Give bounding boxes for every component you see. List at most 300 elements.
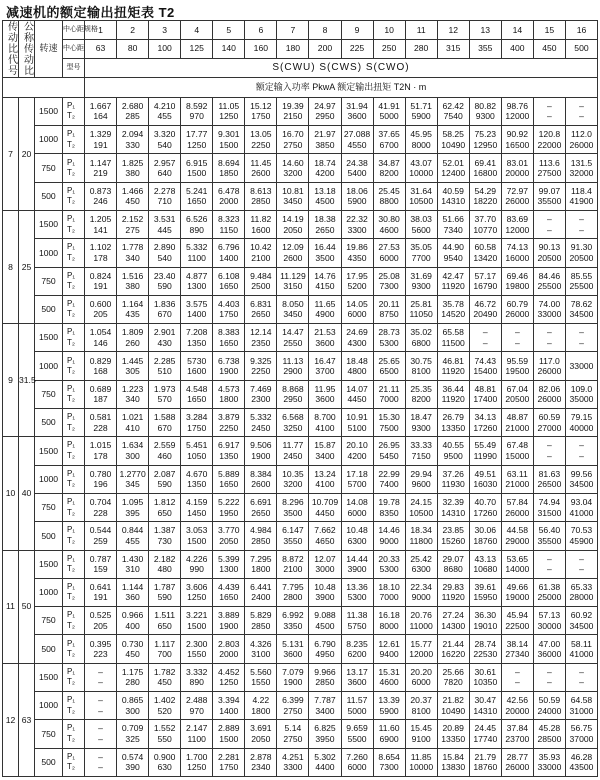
p-t-label-cell (63, 409, 85, 437)
t2-label: T₂ (67, 535, 75, 545)
output-torque-value: 8000 (411, 139, 431, 150)
input-power-value: – (547, 666, 552, 677)
output-torque-value: 2150 (283, 111, 303, 122)
t2-label: T₂ (67, 620, 75, 630)
input-power-value: 0.873 (89, 185, 112, 196)
output-torque-value: 18760 (473, 535, 498, 546)
output-torque-value: 32000 (569, 168, 594, 178)
output-torque-value: 31500 (537, 507, 562, 518)
value-cell (533, 607, 565, 635)
input-power-value: 4.226 (185, 553, 208, 564)
input-power-value: 1.700 (185, 751, 208, 762)
value-cell (181, 210, 213, 238)
value-cell (117, 126, 149, 154)
input-power-value: 2.278 (153, 185, 176, 196)
value-cell (149, 210, 181, 238)
input-power-value: – (98, 723, 103, 734)
input-power-value: 11.77 (282, 440, 304, 451)
t2-label: T₂ (67, 592, 75, 602)
input-power-value: 3.320 (153, 129, 176, 140)
table-row (3, 550, 598, 578)
input-power-value: 6.831 (250, 298, 272, 309)
output-torque-value: 9300 (411, 422, 431, 433)
value-cell (341, 635, 373, 663)
output-torque-value: 1350 (187, 337, 207, 348)
output-torque-value: 8200 (411, 394, 431, 405)
value-cell (405, 126, 437, 154)
value-cell (149, 126, 181, 154)
input-power-value: 8.872 (282, 553, 304, 564)
input-power-value: 49.51 (474, 468, 497, 479)
speed-cell: 500 (35, 409, 63, 437)
input-power-value: 120.8 (538, 129, 561, 140)
input-power-value: 2.488 (185, 695, 208, 706)
value-cell (565, 380, 597, 408)
input-power-value: 2.300 (185, 638, 208, 649)
output-torque-value: 2900 (283, 366, 303, 377)
output-torque-value: 2340 (251, 762, 271, 773)
output-torque-value: 11920 (441, 366, 465, 377)
output-torque-value: 196 (93, 479, 108, 490)
output-torque-value: 3400 (315, 705, 335, 716)
output-torque-value: 2050 (251, 733, 271, 744)
output-torque-value: 1250 (187, 762, 207, 773)
output-torque-value: 15950 (473, 592, 498, 603)
input-power-value: 5.14 (284, 723, 302, 734)
value-cell (277, 578, 309, 606)
value-cell (533, 522, 565, 550)
value-cell (341, 324, 373, 352)
output-torque-value: 146 (93, 337, 108, 348)
frame-size-header: 中心距规格 (63, 21, 85, 40)
value-cell (533, 295, 565, 323)
table-row (3, 465, 598, 493)
output-torque-value: 14300 (441, 620, 466, 631)
output-torque-value: 14310 (441, 507, 466, 518)
input-power-value: 21.79 (474, 751, 497, 762)
value-cell (437, 437, 469, 465)
input-power-value: 26.79 (442, 412, 464, 423)
value-cell (277, 550, 309, 578)
value-cell (405, 97, 437, 125)
input-power-value: 25.66 (442, 666, 464, 677)
output-torque-value: 10490 (441, 139, 466, 150)
output-torque-value: 8000 (379, 620, 399, 631)
output-torque-value: 4500 (315, 620, 335, 631)
value-cell (405, 607, 437, 635)
output-torque-value: 280 (125, 677, 140, 688)
center-distance-cell: 250 (373, 39, 405, 58)
value-cell (85, 748, 117, 776)
output-torque-value: 12000 (505, 224, 530, 235)
output-torque-value: 2850 (251, 620, 271, 631)
value-cell (533, 748, 565, 776)
value-cell (309, 720, 341, 748)
value-cell (181, 437, 213, 465)
output-torque-value: 430 (157, 337, 172, 348)
value-cell (533, 465, 565, 493)
p-t-label-cell (63, 97, 85, 125)
input-power-value: 93.04 (570, 497, 593, 508)
input-power-value: 2.957 (153, 157, 176, 168)
output-torque-value: 34500 (569, 309, 594, 320)
input-power-value: 118.4 (571, 185, 592, 196)
value-cell (213, 239, 245, 267)
table-row (3, 210, 598, 238)
output-torque-value: 700 (157, 649, 172, 660)
center-distance-header: 中心距 (63, 39, 85, 58)
output-torque-value: 9300 (411, 281, 431, 292)
frame-size-cell: 2 (117, 21, 149, 40)
input-power-value: 19.86 (346, 242, 368, 253)
value-cell (309, 126, 341, 154)
value-cell (277, 607, 309, 635)
input-power-value: 27.24 (442, 610, 464, 621)
input-power-value: 0.730 (121, 638, 144, 649)
output-torque-value: 26000 (537, 366, 562, 377)
p-t-label-cell (63, 720, 85, 748)
input-power-value: 1.175 (121, 666, 144, 677)
output-torque-value: 43500 (569, 762, 594, 773)
input-power-value: 2.285 (153, 355, 176, 366)
output-torque-value: 510 (157, 366, 172, 377)
value-cell (405, 295, 437, 323)
value-cell (85, 663, 117, 691)
input-power-value: 11.57 (346, 695, 368, 706)
input-power-value: 0.704 (89, 497, 112, 508)
value-cell (533, 663, 565, 691)
input-power-value: 33.33 (410, 440, 432, 451)
input-power-value: 11.45 (250, 157, 272, 168)
input-power-value: 1.516 (121, 270, 144, 281)
value-cell (469, 267, 501, 295)
value-cell (85, 324, 117, 352)
table-row (3, 522, 598, 550)
output-torque-value: 26000 (505, 196, 530, 207)
value-cell (85, 182, 117, 210)
output-torque-value: 5300 (379, 337, 399, 348)
value-cell (309, 210, 341, 238)
value-cell (85, 493, 117, 521)
input-power-value: 18.10 (378, 581, 400, 592)
input-power-value: 0.787 (89, 553, 112, 564)
input-power-value: 48.87 (506, 412, 529, 423)
value-cell (501, 720, 533, 748)
output-torque-value: 7540 (443, 111, 463, 122)
input-power-value: 8.694 (218, 157, 240, 168)
output-torque-value: 435 (125, 309, 140, 320)
header-row-center-distance (3, 39, 598, 58)
value-cell (149, 692, 181, 720)
output-torque-value: 178 (93, 252, 108, 263)
output-torque-value: 3600 (347, 111, 367, 122)
output-torque-value: 1750 (219, 309, 239, 320)
value-cell (405, 635, 437, 663)
input-power-value: 7.208 (185, 327, 208, 338)
value-cell (149, 97, 181, 125)
table-row (3, 154, 598, 182)
input-power-value: 8.235 (346, 638, 368, 649)
output-torque-value: – (514, 337, 520, 348)
input-power-value: – (579, 666, 584, 677)
output-torque-value: 6500 (379, 366, 399, 377)
input-power-value: 46.72 (474, 298, 497, 309)
output-torque-value: 24000 (537, 705, 562, 716)
output-torque-value: 2450 (283, 450, 303, 461)
output-torque-value: 4550 (347, 139, 367, 150)
output-torque-value: 4500 (315, 196, 335, 207)
output-torque-value: 550 (157, 733, 172, 744)
input-power-value: – (579, 100, 584, 111)
input-power-value: 4.251 (282, 751, 304, 762)
value-cell (213, 154, 245, 182)
t2-label: T₂ (67, 394, 75, 404)
value-cell (501, 182, 533, 210)
output-torque-value: 17260 (473, 507, 498, 518)
output-torque-value: 345 (125, 479, 140, 490)
output-torque-value: 4150 (315, 281, 335, 292)
input-power-value: 5.560 (250, 666, 272, 677)
ratio-code-cell: 8 (3, 210, 19, 323)
input-power-value: 1.147 (89, 157, 112, 168)
value-cell (85, 692, 117, 720)
input-power-value: 2.878 (250, 751, 272, 762)
value-cell (373, 550, 405, 578)
table-caption: 额定输入功率 PkwA 额定输出扭矩 T2N · m (85, 77, 598, 97)
ratio-code-cell: 7 (3, 97, 19, 210)
input-power-value: 62.42 (442, 100, 464, 111)
output-torque-value: 15000 (505, 450, 530, 461)
value-cell (501, 522, 533, 550)
value-cell (149, 720, 181, 748)
t2-label: T₂ (67, 677, 75, 687)
input-power-value: – (579, 214, 584, 225)
input-power-value: 45.94 (506, 610, 529, 621)
frame-size-cell: 12 (437, 21, 469, 40)
input-power-value: 30.80 (378, 214, 400, 225)
output-torque-value: 28000 (569, 592, 594, 603)
value-cell (373, 380, 405, 408)
value-cell (245, 126, 277, 154)
output-torque-value: 191 (93, 281, 108, 292)
table-row (3, 182, 598, 210)
output-torque-value: 260 (125, 337, 140, 348)
value-cell (533, 437, 565, 465)
output-torque-value: 7400 (379, 479, 399, 490)
input-power-value: 1.836 (153, 298, 176, 309)
input-power-value: 0.395 (89, 638, 112, 649)
input-power-value: 14.19 (282, 214, 304, 225)
value-cell (501, 267, 533, 295)
value-cell (405, 352, 437, 380)
input-power-value: 22.99 (378, 468, 400, 479)
value-cell (309, 663, 341, 691)
value-cell (117, 607, 149, 635)
output-torque-value: 540 (157, 139, 172, 150)
value-cell (213, 578, 245, 606)
value-cell (309, 550, 341, 578)
speed-cell: 1500 (35, 550, 63, 578)
p-t-label-cell (63, 267, 85, 295)
value-cell (565, 720, 597, 748)
value-cell (181, 720, 213, 748)
input-power-value: – (98, 695, 103, 706)
output-torque-value: 2650 (251, 309, 271, 320)
input-power-value: 0.544 (89, 525, 112, 536)
output-torque-value: 2400 (251, 592, 271, 603)
output-torque-value: 1350 (219, 450, 239, 461)
output-torque-value: 2800 (283, 592, 303, 603)
value-cell (341, 182, 373, 210)
output-torque-value: 26000 (505, 309, 530, 320)
output-torque-value: 360 (125, 592, 140, 603)
input-power-value: 30.06 (474, 525, 497, 536)
output-torque-value: 22500 (505, 620, 530, 631)
value-cell (149, 324, 181, 352)
input-power-value: 6.790 (314, 638, 336, 649)
input-power-value: 98.76 (506, 100, 529, 111)
value-cell (405, 267, 437, 295)
speed-cell: 1500 (35, 324, 63, 352)
value-cell (533, 210, 565, 238)
output-torque-value: 590 (157, 281, 172, 292)
output-torque-value: 7300 (379, 281, 399, 292)
value-cell (181, 182, 213, 210)
output-torque-value: 2750 (283, 139, 303, 150)
output-torque-value: 1500 (219, 733, 239, 744)
output-torque-value: – (547, 224, 552, 235)
value-cell (565, 126, 597, 154)
value-cell (341, 210, 373, 238)
output-torque-value: 4400 (315, 762, 335, 773)
value-cell (405, 210, 437, 238)
input-power-value: 22.32 (346, 214, 368, 225)
input-power-value: 15.12 (250, 100, 272, 111)
frame-size-cell: 7 (277, 21, 309, 40)
value-cell (565, 239, 597, 267)
frame-size-cell: 10 (373, 21, 405, 40)
t2-label: T₂ (67, 762, 75, 772)
value-cell (181, 493, 213, 521)
input-power-value: 0.709 (121, 723, 144, 734)
speed-cell: 750 (35, 267, 63, 295)
output-torque-value: 1500 (187, 168, 207, 178)
output-torque-value: 285 (125, 111, 140, 122)
input-power-value: 17.18 (346, 468, 368, 479)
input-power-value: 42.47 (442, 270, 464, 281)
value-cell (341, 437, 373, 465)
input-power-value: 23.85 (442, 525, 464, 536)
value-cell (277, 267, 309, 295)
output-torque-value: 33000 (537, 309, 562, 320)
value-cell (373, 182, 405, 210)
value-cell (181, 295, 213, 323)
input-power-value: 10.48 (346, 525, 368, 536)
output-torque-value: 9540 (443, 252, 463, 263)
output-torque-value: 19800 (505, 281, 530, 292)
output-torque-value: 4100 (315, 479, 335, 490)
value-cell (309, 465, 341, 493)
input-power-value: 10.48 (314, 581, 336, 592)
t2-label: T₂ (67, 479, 75, 489)
output-torque-value: 228 (93, 507, 108, 518)
output-torque-value: 12950 (473, 139, 498, 150)
output-torque-value: 25500 (569, 281, 594, 292)
value-cell (117, 182, 149, 210)
speed-cell: 1500 (35, 97, 63, 125)
value-cell (533, 635, 565, 663)
input-power-value: 6.796 (218, 242, 240, 253)
value-cell (277, 352, 309, 380)
value-cell (501, 607, 533, 635)
output-torque-value: 1800 (251, 564, 271, 575)
input-power-value: 60.59 (538, 412, 561, 423)
value-cell (245, 380, 277, 408)
value-cell (117, 692, 149, 720)
value-cell (149, 239, 181, 267)
input-power-value: 1.778 (121, 242, 144, 253)
input-power-value: 1.667 (89, 100, 112, 111)
value-cell (309, 635, 341, 663)
value-cell (245, 324, 277, 352)
value-cell (117, 578, 149, 606)
input-power-value: 14.08 (346, 497, 368, 508)
output-torque-value: 35500 (537, 535, 562, 546)
value-cell (373, 295, 405, 323)
value-cell (181, 663, 213, 691)
value-cell (117, 409, 149, 437)
output-torque-value: 1550 (187, 649, 207, 660)
output-torque-value: 12400 (441, 168, 466, 178)
output-torque-value: 445 (157, 224, 172, 235)
output-torque-value: 640 (157, 168, 172, 178)
value-cell (149, 607, 181, 635)
input-power-value: 22.34 (410, 581, 432, 592)
value-cell (181, 578, 213, 606)
input-power-value: 85.55 (570, 270, 593, 281)
output-torque-value: 1500 (187, 535, 207, 546)
input-power-value: 54.29 (474, 185, 497, 196)
input-power-value: 2.803 (218, 638, 240, 649)
value-cell (149, 663, 181, 691)
center-distance-cell: 200 (309, 39, 341, 58)
input-power-value: 6.108 (218, 270, 240, 281)
output-torque-value: 159 (93, 564, 108, 575)
output-torque-value: 6800 (411, 337, 431, 348)
value-cell (341, 720, 373, 748)
output-torque-value: 2750 (283, 733, 303, 744)
output-torque-value: – (547, 564, 552, 575)
value-cell (85, 522, 117, 550)
value-cell (405, 720, 437, 748)
p-t-label-cell (63, 380, 85, 408)
input-power-value: 24.69 (346, 327, 368, 338)
value-cell (309, 295, 341, 323)
value-cell (309, 239, 341, 267)
output-torque-value: 2450 (251, 422, 271, 433)
input-power-value: 15.31 (378, 666, 400, 677)
input-power-value: 17.77 (185, 129, 208, 140)
input-power-value: 32.39 (442, 497, 464, 508)
value-cell (373, 437, 405, 465)
nominal-ratio-header: 公称传动比 (19, 21, 35, 78)
output-torque-value: 27340 (505, 649, 530, 660)
output-torque-value: – (547, 337, 552, 348)
value-cell (373, 692, 405, 720)
value-cell (213, 380, 245, 408)
output-torque-value: 11050 (409, 309, 433, 320)
input-power-value: 43.13 (474, 553, 497, 564)
